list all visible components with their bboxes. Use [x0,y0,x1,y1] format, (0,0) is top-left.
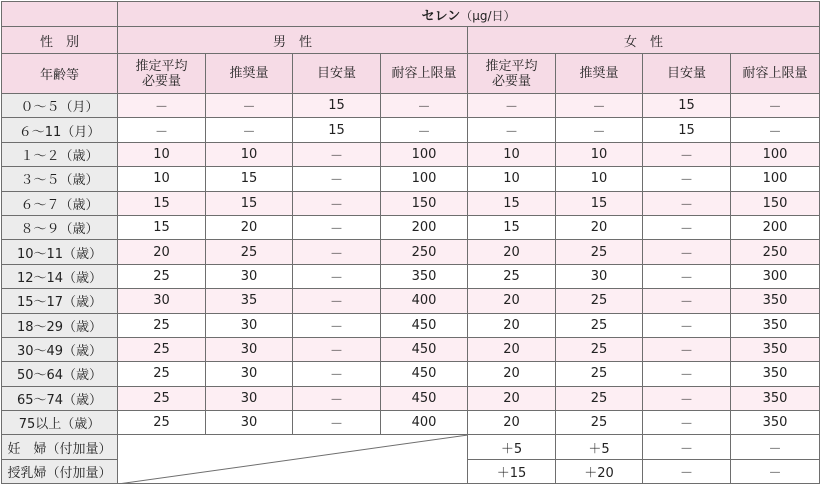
female-value-cell: 25 [556,411,643,435]
male-value-cell: 25 [206,240,293,264]
male-value-cell: 400 [381,289,468,313]
diagonal-line [118,435,468,483]
male-value-cell: 450 [381,386,468,410]
female-value-cell: ＋5 [468,435,556,459]
female-value-cell: － [643,386,731,410]
age-cell: ３～５（歳） [2,167,118,191]
male-value-cell: 30 [206,411,293,435]
female-value-cell: 15 [556,191,643,215]
male-value-cell: － [206,94,293,118]
female-value-cell: － [468,118,556,142]
female-value-cell: 100 [731,167,820,191]
table-row [2,362,820,386]
female-value-cell: 10 [556,167,643,191]
male-value-cell: － [293,411,381,435]
female-value-cell: 200 [731,215,820,239]
female-value-cell: 20 [468,289,556,313]
female-value-cell: 15 [643,94,731,118]
table-row [2,167,820,191]
age-header: 年齢等 [2,54,118,94]
male-value-cell: － [293,240,381,264]
selenium-intake-table [1,1,820,484]
male-value-cell: － [293,191,381,215]
age-cell: 18～29（歳） [2,313,118,337]
male-value-cell: 15 [293,118,381,142]
female-value-cell: 25 [556,386,643,410]
male-value-cell: 30 [206,313,293,337]
female-value-cell: 25 [556,289,643,313]
age-cell: ６～11（月） [2,118,118,142]
female-value-cell: 300 [731,264,820,288]
male-value-cell: 30 [206,386,293,410]
age-cell: ８～９（歳） [2,215,118,239]
male-value-cell: 30 [118,289,206,313]
female-value-cell: 20 [556,215,643,239]
male-value-cell: 15 [118,215,206,239]
male-value-cell: 30 [206,337,293,361]
male-column-header: 推定平均 必要量 [118,54,206,94]
corner-cell [2,2,118,27]
male-value-cell: 350 [381,264,468,288]
table-row [2,215,820,239]
male-value-cell: 15 [118,191,206,215]
male-value-cell: 20 [118,240,206,264]
female-value-cell: 350 [731,362,820,386]
table-row [2,240,820,264]
age-cell: 12～14（歳） [2,264,118,288]
male-value-cell: － [293,337,381,361]
table-row [2,313,820,337]
female-value-cell: 25 [556,337,643,361]
female-value-cell: 150 [731,191,820,215]
male-value-cell: 15 [206,167,293,191]
male-value-cell: 10 [118,142,206,166]
age-cell: 50～64（歳） [2,362,118,386]
nutrient-name: セレン [421,8,461,24]
female-value-cell: 15 [468,215,556,239]
male-value-cell: 450 [381,313,468,337]
male-value-cell: － [206,118,293,142]
female-value-cell: － [556,94,643,118]
unit-label: （μg/日） [460,8,516,23]
age-cell: 10～11（歳） [2,240,118,264]
female-value-cell: － [643,264,731,288]
female-value-cell: － [643,167,731,191]
female-value-cell: － [643,313,731,337]
table-row [2,118,820,142]
male-value-cell: － [293,362,381,386]
table-row [2,289,820,313]
female-value-cell: 20 [468,313,556,337]
male-value-cell: 100 [381,142,468,166]
female-value-cell: 350 [731,411,820,435]
female-value-cell: 15 [468,191,556,215]
male-value-cell: － [381,118,468,142]
male-value-cell: 450 [381,362,468,386]
male-value-cell: 25 [118,362,206,386]
female-value-cell: 20 [468,362,556,386]
female-column-header: 耐容上限量 [731,54,820,94]
female-value-cell: － [731,459,820,483]
male-value-cell: － [381,94,468,118]
male-column-header: 目安量 [293,54,381,94]
female-value-cell: － [643,191,731,215]
female-value-cell: 10 [556,142,643,166]
male-value-cell: 15 [206,191,293,215]
table-row [2,94,820,118]
male-value-cell: 20 [206,215,293,239]
table-row [2,411,820,435]
female-value-cell: － [643,459,731,483]
male-value-cell: － [293,167,381,191]
female-value-cell: 20 [468,386,556,410]
female-value-cell: 10 [468,167,556,191]
male-value-cell: － [293,142,381,166]
male-value-cell: 25 [118,386,206,410]
male-value-cell: 450 [381,337,468,361]
female-value-cell: 350 [731,289,820,313]
female-value-cell: ＋15 [468,459,556,483]
female-value-cell: 25 [556,313,643,337]
male-value-cell: － [118,94,206,118]
age-cell: 75以上（歳） [2,411,118,435]
male-value-cell: 250 [381,240,468,264]
female-column-header: 目安量 [643,54,731,94]
female-value-cell: 20 [468,240,556,264]
female-value-cell: － [643,337,731,361]
sex-header: 性 別 [2,27,118,54]
female-value-cell: － [643,411,731,435]
male-value-cell: － [293,313,381,337]
male-value-cell: 10 [118,167,206,191]
female-value-cell: 30 [556,264,643,288]
female-value-cell: 250 [731,240,820,264]
female-value-cell: 15 [643,118,731,142]
age-cell: ６～７（歳） [2,191,118,215]
male-value-cell: － [293,215,381,239]
female-value-cell: ＋5 [556,435,643,459]
male-value-cell: 100 [381,167,468,191]
male-column-header: 耐容上限量 [381,54,468,94]
table-row [2,142,820,166]
male-value-cell: 25 [118,313,206,337]
female-value-cell: － [643,215,731,239]
female-value-cell: 20 [468,411,556,435]
female-value-cell: － [643,142,731,166]
table-title [118,2,820,27]
male-value-cell: － [293,289,381,313]
female-value-cell: － [731,435,820,459]
age-cell: 30～49（歳） [2,337,118,361]
male-value-cell: 200 [381,215,468,239]
table-row [2,435,820,459]
female-value-cell: － [643,435,731,459]
male-value-cell: 25 [118,337,206,361]
female-value-cell: 350 [731,337,820,361]
table-row [2,337,820,361]
female-value-cell: 10 [468,142,556,166]
female-value-cell: 350 [731,386,820,410]
male-value-cell: 150 [381,191,468,215]
female-value-cell: － [643,362,731,386]
age-cell: 15～17（歳） [2,289,118,313]
female-value-cell: 100 [731,142,820,166]
table-row [2,386,820,410]
female-column-header: 推定平均 必要量 [468,54,556,94]
female-value-cell: 25 [468,264,556,288]
age-cell: ０～５（月） [2,94,118,118]
female-value-cell: 350 [731,313,820,337]
female-value-cell: － [731,94,820,118]
male-value-cell: 35 [206,289,293,313]
female-value-cell: － [556,118,643,142]
not-applicable-cell [118,435,468,484]
female-value-cell: － [643,289,731,313]
table-row [2,191,820,215]
male-value-cell: 25 [118,264,206,288]
female-value-cell: 20 [468,337,556,361]
male-value-cell: 30 [206,362,293,386]
male-value-cell: － [293,386,381,410]
male-value-cell: 10 [206,142,293,166]
male-header: 男 性 [118,27,468,54]
female-value-cell: － [468,94,556,118]
female-header: 女 性 [468,27,820,54]
extra-row-label: 妊 婦（付加量） [2,435,118,459]
selenium-table-container [1,1,819,490]
male-value-cell: 15 [293,94,381,118]
male-column-header: 推奨量 [206,54,293,94]
age-cell: 65～74（歳） [2,386,118,410]
female-value-cell: － [643,240,731,264]
extra-row-label: 授乳婦（付加量） [2,459,118,483]
female-value-cell: ＋20 [556,459,643,483]
female-value-cell: 25 [556,362,643,386]
male-value-cell: 30 [206,264,293,288]
female-value-cell: 25 [556,240,643,264]
male-value-cell: 400 [381,411,468,435]
table-row [2,264,820,288]
female-column-header: 推奨量 [556,54,643,94]
female-value-cell: － [731,118,820,142]
age-cell: １～２（歳） [2,142,118,166]
male-value-cell: － [118,118,206,142]
male-value-cell: － [293,264,381,288]
male-value-cell: 25 [118,411,206,435]
